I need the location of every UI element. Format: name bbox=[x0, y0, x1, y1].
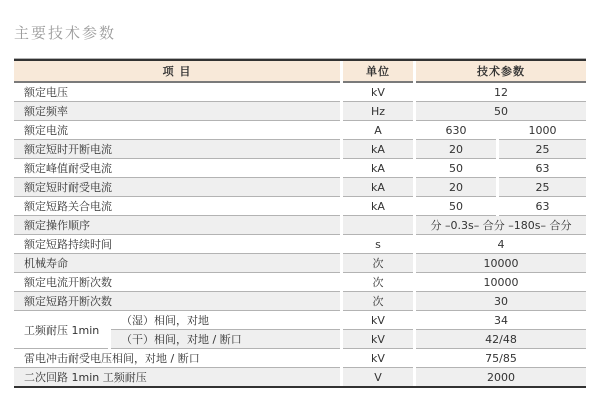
unit-cell: 次 bbox=[343, 273, 413, 292]
unit-cell: kV bbox=[343, 83, 413, 102]
item-cell: 雷电冲击耐受电压相间，对地 / 断口 bbox=[14, 349, 340, 368]
table-row bbox=[14, 159, 586, 178]
value-cell: 12 bbox=[416, 83, 586, 102]
value-cell: 630 bbox=[416, 121, 496, 140]
table-row bbox=[14, 292, 586, 311]
value-cell: 10000 bbox=[416, 254, 586, 273]
table-row bbox=[14, 83, 586, 102]
value-cell: 25 bbox=[499, 178, 586, 197]
item-cell: 额定电流 bbox=[14, 121, 340, 140]
unit-cell: s bbox=[343, 235, 413, 254]
value-cell: 2000 bbox=[416, 368, 586, 386]
item-cell: 额定短路关合电流 bbox=[14, 197, 340, 216]
value-cell: 50 bbox=[416, 197, 496, 216]
value-cell: 20 bbox=[416, 140, 496, 159]
parameters-table-wrapper bbox=[14, 58, 586, 388]
group-item-cell: 工频耐压 1min bbox=[14, 311, 108, 349]
table-row bbox=[14, 121, 586, 140]
item-cell: 额定峰值耐受电流 bbox=[14, 159, 340, 178]
unit-cell: kA bbox=[343, 140, 413, 159]
item-cell: 额定操作顺序 bbox=[14, 216, 340, 235]
page-title: 主要技术参数 bbox=[14, 24, 117, 42]
unit-cell: kV bbox=[343, 330, 413, 349]
unit-cell: A bbox=[343, 121, 413, 140]
item-cell: 额定短时开断电流 bbox=[14, 140, 340, 159]
header-item: 项 目 bbox=[14, 61, 340, 83]
value-cell: 分 –0.3s– 合分 –180s– 合分 bbox=[416, 216, 586, 235]
value-cell: 20 bbox=[416, 178, 496, 197]
table-row bbox=[14, 254, 586, 273]
value-cell: 63 bbox=[499, 159, 586, 178]
item-cell: （干）相间，对地 / 断口 bbox=[111, 330, 340, 349]
table-row bbox=[14, 273, 586, 292]
table-row bbox=[14, 197, 586, 216]
table-header-row bbox=[14, 61, 586, 83]
item-cell: 额定电压 bbox=[14, 83, 340, 102]
value-cell: 34 bbox=[416, 311, 586, 330]
item-cell: 二次回路 1min 工频耐压 bbox=[14, 368, 340, 386]
unit-cell: V bbox=[343, 368, 413, 386]
unit-cell: kA bbox=[343, 197, 413, 216]
unit-cell: 次 bbox=[343, 254, 413, 273]
table-row bbox=[14, 368, 586, 386]
value-cell: 50 bbox=[416, 102, 586, 121]
value-cell: 50 bbox=[416, 159, 496, 178]
header-unit: 单位 bbox=[343, 61, 413, 83]
value-cell: 75/85 bbox=[416, 349, 586, 368]
unit-cell: kA bbox=[343, 159, 413, 178]
table-row bbox=[14, 349, 586, 368]
unit-cell: kV bbox=[343, 349, 413, 368]
unit-cell: 次 bbox=[343, 292, 413, 311]
item-cell: （湿）相间，对地 bbox=[111, 311, 340, 330]
value-cell: 30 bbox=[416, 292, 586, 311]
value-cell: 10000 bbox=[416, 273, 586, 292]
item-cell: 额定电流开断次数 bbox=[14, 273, 340, 292]
unit-cell: kA bbox=[343, 178, 413, 197]
item-cell: 额定短路开断次数 bbox=[14, 292, 340, 311]
unit-cell bbox=[343, 216, 413, 235]
table-row bbox=[14, 216, 586, 235]
value-cell: 25 bbox=[499, 140, 586, 159]
table-row bbox=[14, 235, 586, 254]
parameters-table bbox=[14, 61, 586, 386]
value-cell: 4 bbox=[416, 235, 586, 254]
unit-cell: kV bbox=[343, 311, 413, 330]
table-row bbox=[14, 140, 586, 159]
item-cell: 机械寿命 bbox=[14, 254, 340, 273]
value-cell: 1000 bbox=[499, 121, 586, 140]
table-row bbox=[14, 178, 586, 197]
item-cell: 额定频率 bbox=[14, 102, 340, 121]
table-row bbox=[14, 102, 586, 121]
unit-cell: Hz bbox=[343, 102, 413, 121]
table-row bbox=[14, 311, 586, 330]
header-params: 技术参数 bbox=[416, 61, 586, 83]
value-cell: 42/48 bbox=[416, 330, 586, 349]
value-cell: 63 bbox=[499, 197, 586, 216]
item-cell: 额定短路持续时间 bbox=[14, 235, 340, 254]
item-cell: 额定短时耐受电流 bbox=[14, 178, 340, 197]
